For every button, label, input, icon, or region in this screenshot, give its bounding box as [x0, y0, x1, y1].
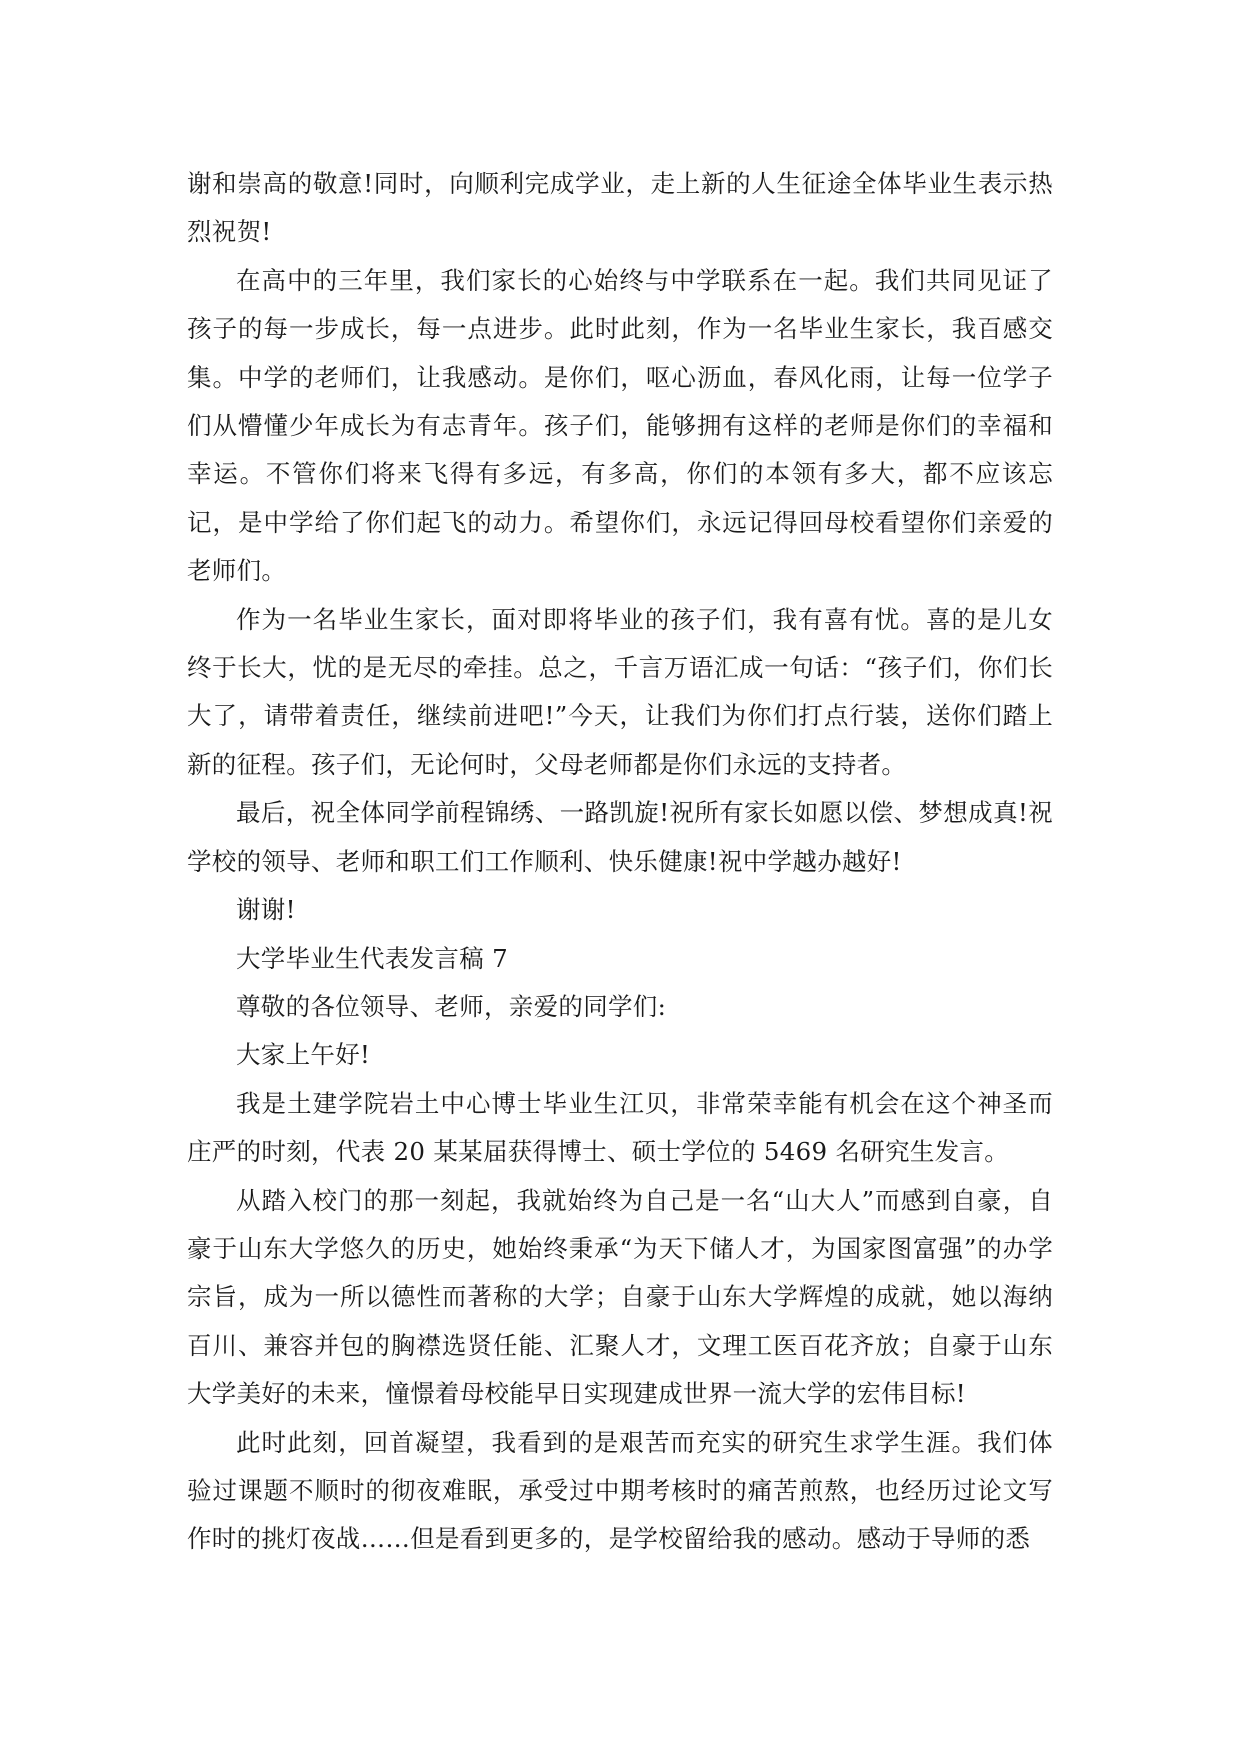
- paragraph: 在高中的三年里，我们家长的心始终与中学联系在一起。我们共同见证了孩子的每一步成长，每一点进步。此时此刻，作为一名毕业生家长，我百感交集。中学的老师们，让我感动。是你们，呕心沥血，春风化雨，让每一位学子们从懵懂少年成长为有志青年。孩子们，能够拥有这样的老师是你们的幸福和幸运。不管你们将来飞得有多远，有多高，你们的本领有多大，都不应该忘记，是中学给了你们起飞的动力。希望你们，永远记得回母校看望你们亲爱的老师们。: [187, 265, 1053, 586]
- document-body: [187, 160, 1053, 1564]
- section-title: 大学毕业生代表发言稿 7: [236, 943, 508, 973]
- greeting: 大家上午好!: [236, 1040, 371, 1070]
- paragraph: 谢和崇高的敬意!同时，向顺利完成学业，走上新的人生征途全体毕业生表示热烈祝贺!: [187, 169, 1053, 247]
- salutation: 尊敬的各位领导、老师，亲爱的同学们:: [236, 991, 667, 1021]
- paragraph: 谢谢!: [236, 895, 296, 925]
- paragraph: 我是土建学院岩土中心博士毕业生江贝，非常荣幸能有机会在这个神圣而庄严的时刻，代表 20 某某届获得博士、硕士学位的 5469 名研究生发言。: [187, 1088, 1053, 1167]
- paragraph: 此时此刻，回首凝望，我看到的是艰苦而充实的研究生求学生涯。我们体验过课题不顺时的彻夜难眠，承受过中期考核时的痛苦煎熬，也经历过论文写作时的挑灯夜战……但是看到更多的，是学校留给我的感动。感动于导师的悉: [187, 1427, 1053, 1554]
- paragraph: 最后，祝全体同学前程锦绣、一路凯旋!祝所有家长如愿以偿、梦想成真!祝学校的领导、老师和职工们工作顺利、快乐健康!祝中学越办越好!: [187, 798, 1053, 876]
- paragraph: 作为一名毕业生家长，面对即将毕业的孩子们，我有喜有忧。喜的是儿女终于长大，忧的是无尽的牵挂。总之，千言万语汇成一句话：“孩子们，你们长大了，请带着责任，继续前进吧!”今天，让我们为你们打点行装，送你们踏上新的征程。孩子们，无论何时，父母老师都是你们永远的支持者。: [187, 604, 1053, 779]
- paragraph: 从踏入校门的那一刻起，我就始终为自己是一名“山大人”而感到自豪，自豪于山东大学悠久的历史，她始终秉承“为天下储人才，为国家图富强”的办学宗旨，成为一所以德性而著称的大学；自豪于山东大学辉煌的成就，她以海纳百川、兼容并包的胸襟选贤任能、汇聚人才，文理工医百花齐放；自豪于山东大学美好的未来，憧憬着母校能早日实现建成世界一流大学的宏伟目标!: [187, 1185, 1053, 1409]
